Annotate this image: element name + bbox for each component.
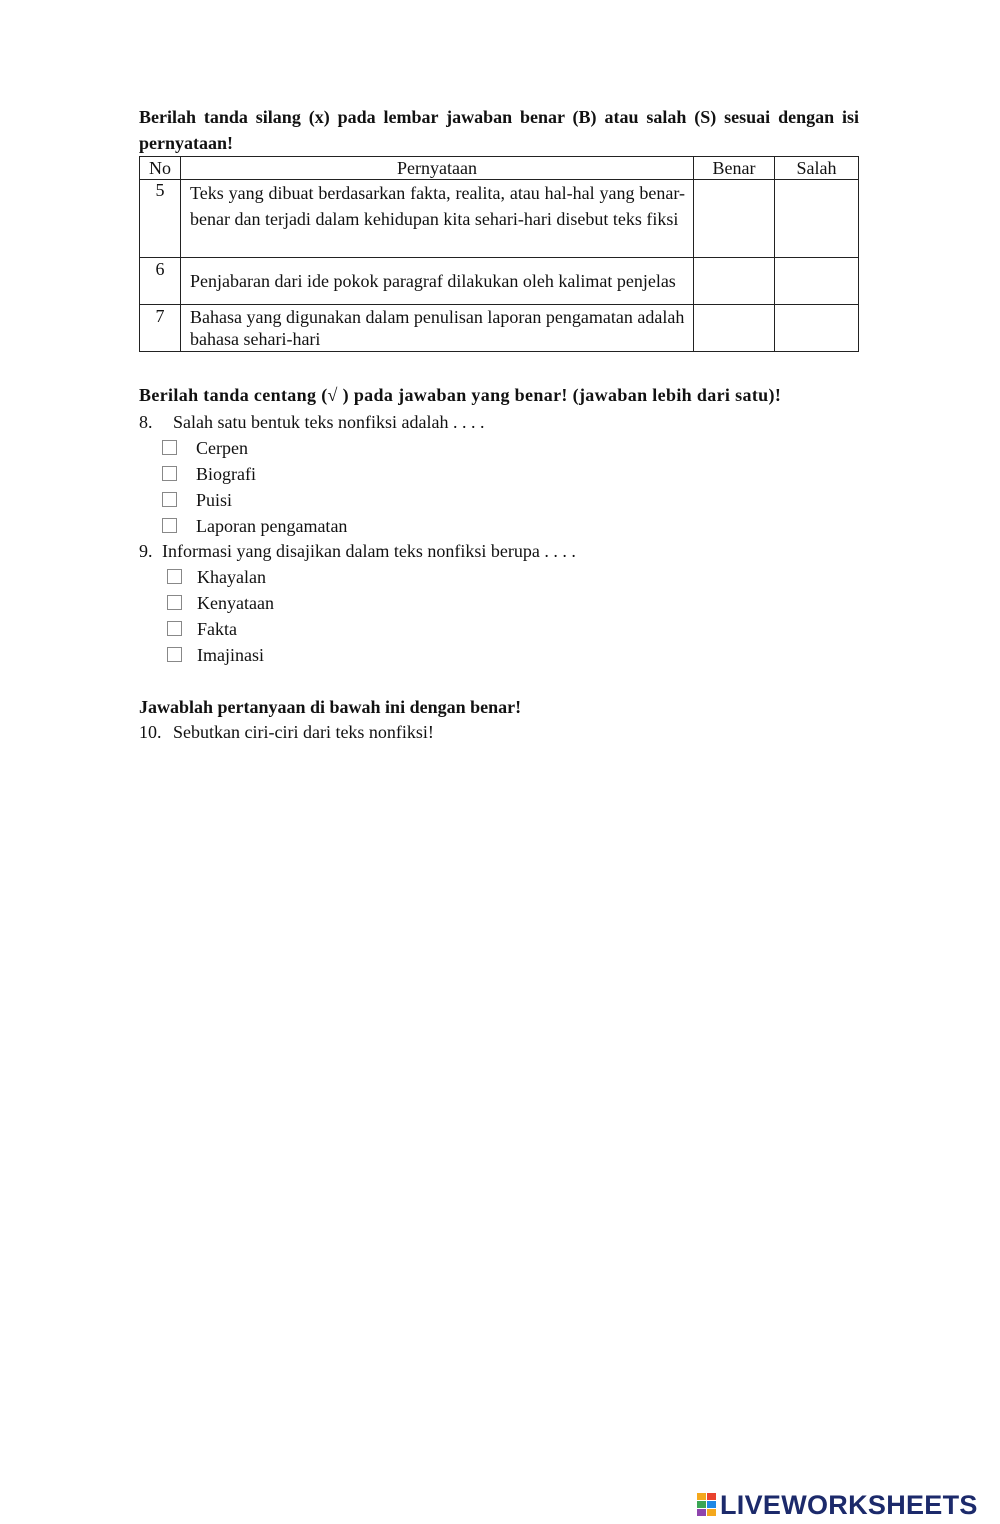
answer-cell-salah[interactable] <box>775 258 859 305</box>
option-label: Fakta <box>197 619 237 639</box>
answer-cell-salah[interactable] <box>775 180 859 258</box>
option-label: Biografi <box>196 464 256 484</box>
row-number: 6 <box>140 258 181 305</box>
logo-text: LIVEWORKSHEETS <box>720 1490 978 1520</box>
row-statement: Bahasa yang digunakan dalam penulisan laporan pengamatan adalah bahasa sehari-hari <box>181 305 694 352</box>
row-statement: Penjabaran dari ide pokok paragraf dilakukan oleh kalimat penjelas <box>181 258 694 305</box>
header-benar: Benar <box>694 157 775 180</box>
answer-cell-benar[interactable] <box>694 180 775 258</box>
option-label: Khayalan <box>197 567 266 587</box>
option-label: Kenyataan <box>197 593 274 613</box>
header-salah: Salah <box>775 157 859 180</box>
checkbox-icon[interactable] <box>167 595 182 610</box>
section1-instruction: Berilah tanda silang (x) pada lembar jawaban benar (B) atau salah (S) sesuai dengan isi pernyataan! <box>139 107 859 153</box>
table-row <box>140 305 859 352</box>
section2-instruction: Berilah tanda centang (√ ) pada jawaban yang benar! (jawaban lebih dari satu)! <box>139 385 782 405</box>
table-row <box>140 258 859 305</box>
question-number: 9. <box>139 541 153 561</box>
row-statement: Teks yang dibuat berdasarkan fakta, realita, atau hal-hal yang benar-benar dan terjadi dalam kehidupan kita sehari-hari disebut teks fiksi <box>181 180 694 258</box>
question-text: Sebutkan ciri-ciri dari teks nonfiksi! <box>173 722 434 742</box>
question-number: 8. <box>139 412 153 432</box>
question-number: 10. <box>139 722 162 742</box>
answer-cell-benar[interactable] <box>694 305 775 352</box>
checkbox-icon[interactable] <box>162 492 177 507</box>
row-number: 5 <box>140 180 181 258</box>
checkbox-icon[interactable] <box>162 466 177 481</box>
table-row <box>140 180 859 258</box>
checkbox-icon[interactable] <box>162 440 177 455</box>
header-no: No <box>140 157 181 180</box>
checkbox-icon[interactable] <box>167 569 182 584</box>
table-header-row <box>140 157 859 180</box>
question-8 <box>139 411 484 433</box>
row-number: 7 <box>140 305 181 352</box>
question-text: Informasi yang disajikan dalam teks nonfiksi berupa . . . . <box>162 541 576 561</box>
answer-cell-benar[interactable] <box>694 258 775 305</box>
checkbox-icon[interactable] <box>162 518 177 533</box>
option-label: Cerpen <box>196 438 248 458</box>
question-text: Salah satu bentuk teks nonfiksi adalah . . . . <box>173 412 485 432</box>
checkbox-icon[interactable] <box>167 621 182 636</box>
header-statement: Pernyataan <box>181 157 694 180</box>
option-label: Imajinasi <box>197 645 264 665</box>
logo-mark-icon <box>697 1493 717 1517</box>
option-label: Laporan pengamatan <box>196 516 348 536</box>
question-9 <box>139 540 576 562</box>
section3-instruction: Jawablah pertanyaan di bawah ini dengan benar! <box>139 697 522 717</box>
option-label: Puisi <box>196 490 233 510</box>
question-10 <box>139 721 434 743</box>
answer-cell-salah[interactable] <box>775 305 859 352</box>
true-false-table <box>139 156 859 352</box>
checkbox-icon[interactable] <box>167 647 182 662</box>
